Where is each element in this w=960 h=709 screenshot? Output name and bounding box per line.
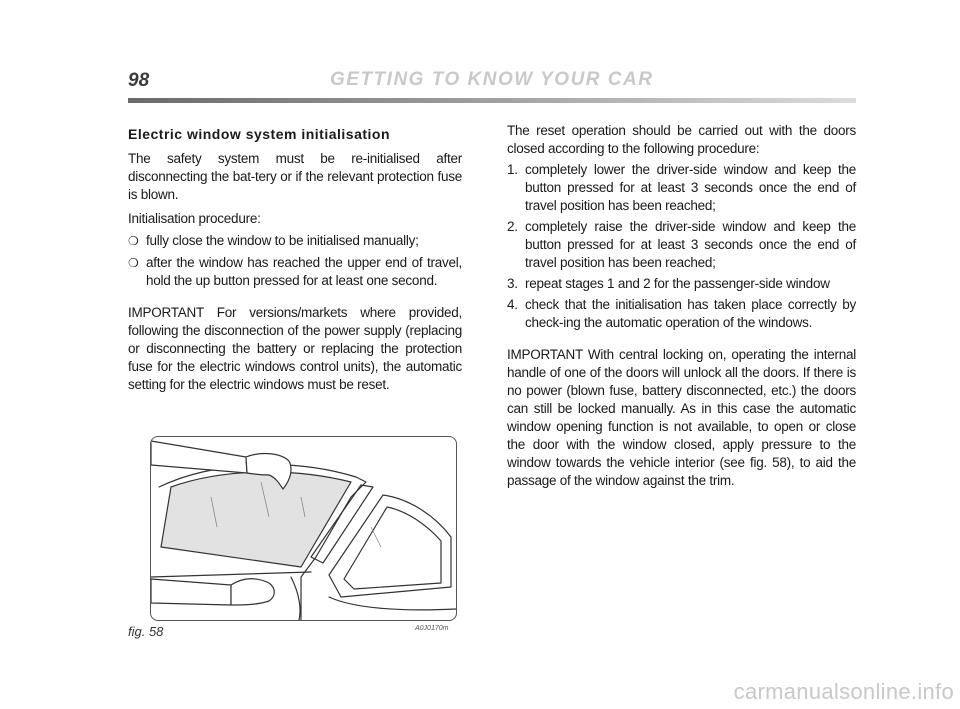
step-number: 2. bbox=[507, 219, 518, 234]
glass-reflection bbox=[371, 527, 381, 547]
circle-bullet-icon: ❍ bbox=[128, 256, 139, 270]
circle-bullet-icon: ❍ bbox=[128, 234, 139, 248]
step-item bbox=[507, 218, 856, 272]
upper-arm bbox=[151, 441, 247, 473]
important-note: IMPORTANT With central locking on, operating the internal handle of one of the doors will unlock all the doors. If there is no power (blown fuse, battery disconnected, etc.) the doors can still be locked manually. As in this case the automatic window opening function is not available, to open or close the door with the window closed, apply pressure to the window towards the vehicle interior (see fig. 58), to aid the passage of the window against the trim. bbox=[507, 347, 856, 488]
figure-code: A0J0170m bbox=[415, 625, 449, 632]
rear-door-curve bbox=[329, 597, 456, 610]
figure-58-illustration bbox=[150, 436, 457, 621]
bullet-item bbox=[128, 254, 462, 290]
important-note: IMPORTANT For versions/markets where provided, following the disconnection of the power supply (replacing or disconnecting the battery or replacing the protection fuse for the electric windows control units), the automatic setting for the electric windows must be reset. bbox=[128, 305, 462, 392]
step-text: completely raise the driver-side window and keep the button pressed for at least 3 seconds once the end of travel position has been reached; bbox=[525, 219, 856, 270]
header-rule bbox=[128, 98, 856, 103]
step-number: 3. bbox=[507, 276, 518, 291]
procedure-label: Initialisation procedure: bbox=[128, 211, 261, 226]
step-item bbox=[507, 275, 856, 293]
figure-caption: fig. 58 bbox=[128, 624, 164, 639]
reset-intro: The reset operation should be carried out with the doors closed according to the following procedure: bbox=[507, 123, 856, 156]
step-item bbox=[507, 161, 856, 215]
bullet-text: after the window has reached the upper end of travel, hold the up button pressed for at least one second. bbox=[146, 255, 462, 288]
car-window-illustration bbox=[151, 437, 456, 620]
door-panel-curve bbox=[291, 577, 300, 620]
lower-hand bbox=[231, 579, 274, 605]
section-title: GETTING TO KNOW YOUR CAR bbox=[330, 69, 654, 90]
door-lower-line bbox=[151, 572, 311, 577]
section-heading: Electric window system initialisation bbox=[128, 126, 391, 142]
page-number: 98 bbox=[128, 70, 150, 91]
step-text: repeat stages 1 and 2 for the passenger-side window bbox=[525, 276, 830, 291]
step-number: 1. bbox=[507, 162, 518, 177]
step-text: check that the initialisation has taken place correctly by check-ing the automatic operation of the windows. bbox=[525, 297, 856, 330]
bullet-item bbox=[128, 232, 462, 250]
intro-paragraph: The safety system must be re-initialised after disconnecting the bat-tery or if the relevant protection fuse is blown. bbox=[128, 151, 462, 202]
step-text: completely lower the driver-side window and keep the button pressed for at least 3 seconds once the end of travel position has been reached; bbox=[525, 162, 856, 213]
lower-arm bbox=[151, 579, 231, 605]
window-glass bbox=[161, 472, 351, 567]
watermark: carmanualsonline.info bbox=[733, 679, 954, 704]
bullet-text: fully close the window to be initialised manually; bbox=[146, 233, 419, 248]
left-column bbox=[128, 122, 462, 394]
rear-window-inner bbox=[344, 507, 441, 589]
step-number: 4. bbox=[507, 297, 518, 312]
step-item bbox=[507, 296, 856, 332]
right-column bbox=[507, 122, 856, 490]
